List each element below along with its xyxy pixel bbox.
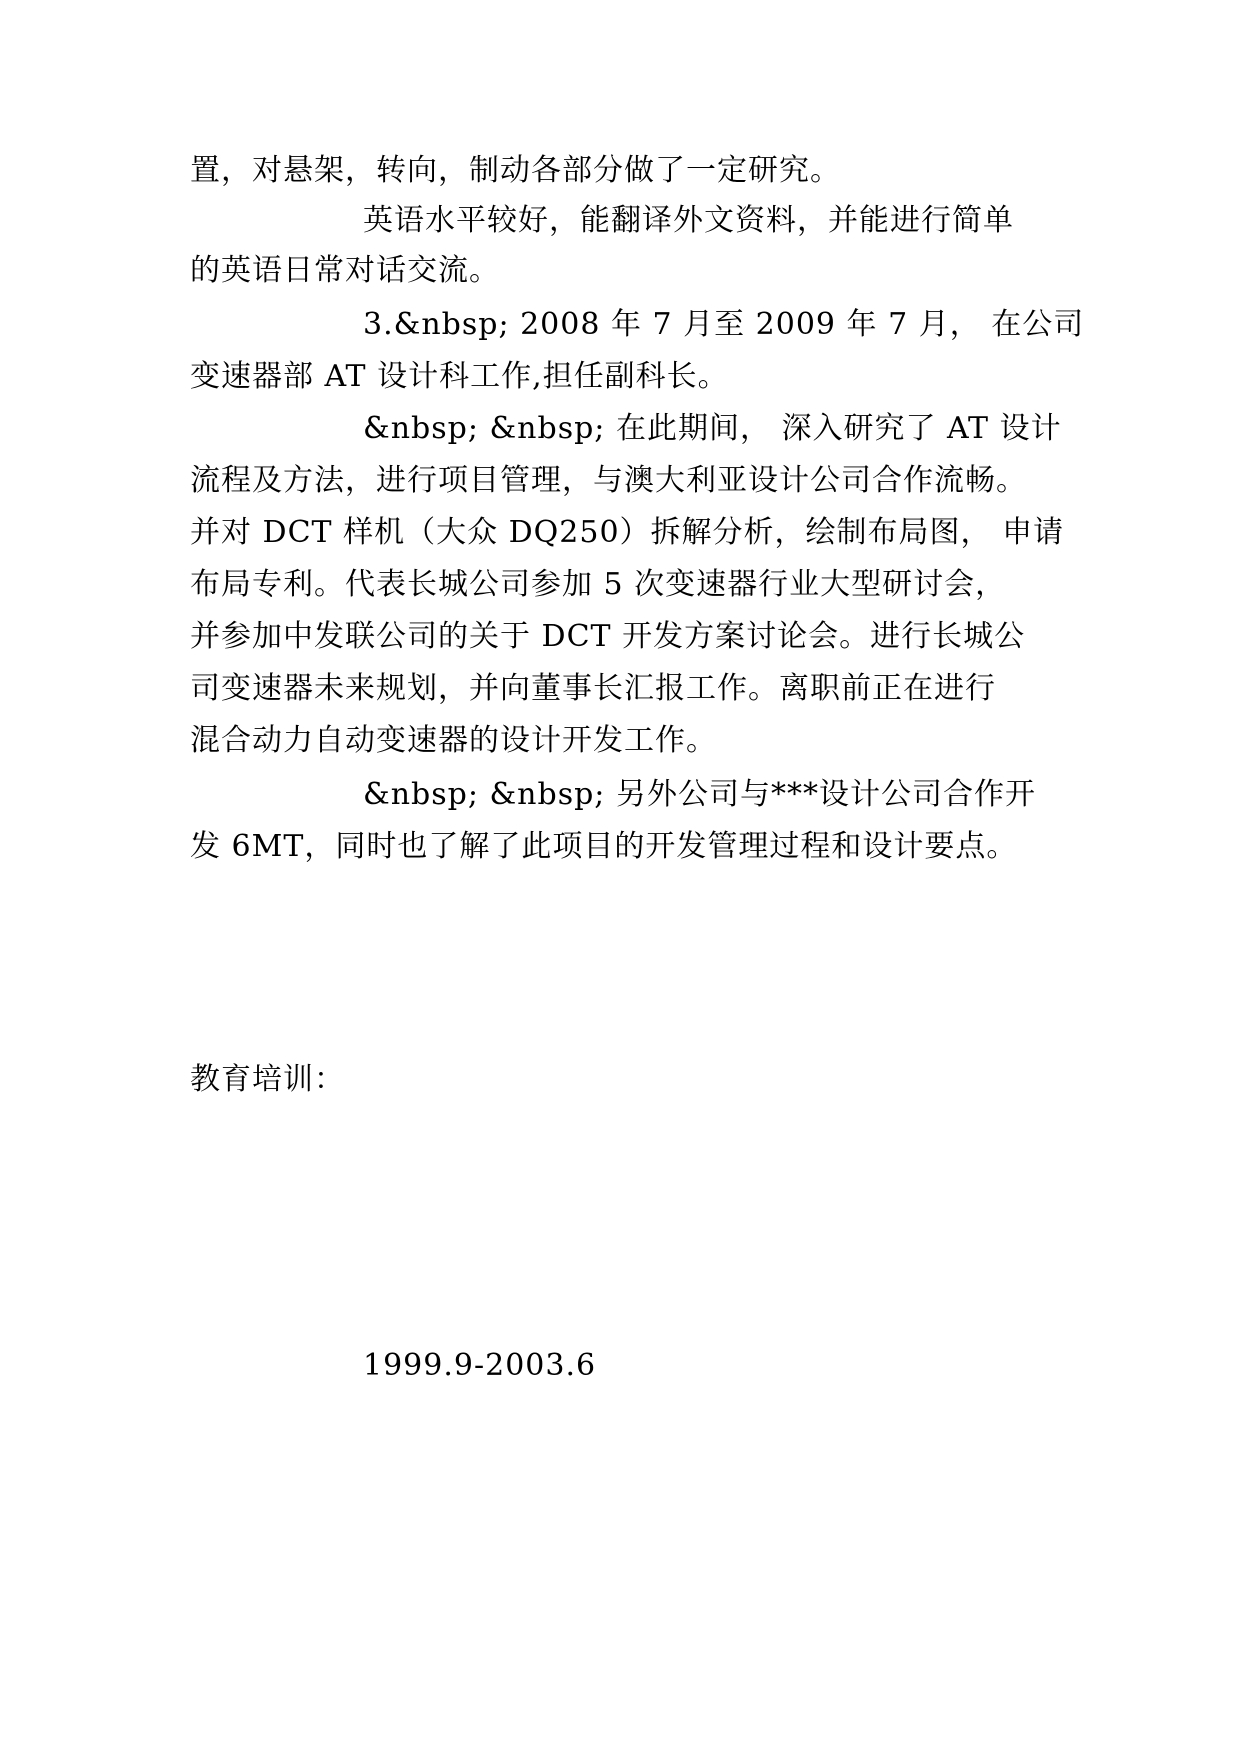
body-line-3: 的英语日常对话交流。: [190, 253, 500, 288]
body-line-1: 置，对悬架，转向，制动各部分做了一定研究。: [190, 153, 841, 188]
education-date: 1999.9-2003.6: [363, 1348, 597, 1383]
body-line-7: 流程及方法，进行项目管理，与澳大利亚设计公司合作流畅。: [190, 463, 1027, 498]
body-line-2: 英语水平较好，能翻译外文资料，并能进行简单: [363, 203, 1014, 238]
body-line-5: 变速器部 AT 设计科工作,担任副科长。: [190, 359, 729, 394]
education-heading: 教育培训：: [190, 1062, 345, 1097]
body-line-11: 司变速器未来规划，并向董事长汇报工作。离职前正在进行: [190, 671, 996, 706]
body-line-10: 并参加中发联公司的关于 DCT 开发方案讨论会。进行长城公: [190, 619, 1026, 654]
body-line-6: &nbsp; &nbsp; 在此期间， 深入研究了 AT 设计: [363, 411, 1062, 446]
body-line-8: 并对 DCT 样机（大众 DQ250）拆解分析，绘制布局图， 申请: [190, 515, 1065, 550]
body-line-12: 混合动力自动变速器的设计开发工作。: [190, 723, 717, 758]
body-line-13: &nbsp; &nbsp; 另外公司与***设计公司合作开: [363, 777, 1036, 812]
body-line-4: 3.&nbsp; 2008 年 7 月至 2009 年 7 月， 在公司: [363, 307, 1085, 342]
body-line-9: 布局专利。代表长城公司参加 5 次变速器行业大型研讨会，: [190, 567, 1007, 602]
body-line-14: 发 6MT，同时也了解了此项目的开发管理过程和设计要点。: [190, 829, 1018, 864]
